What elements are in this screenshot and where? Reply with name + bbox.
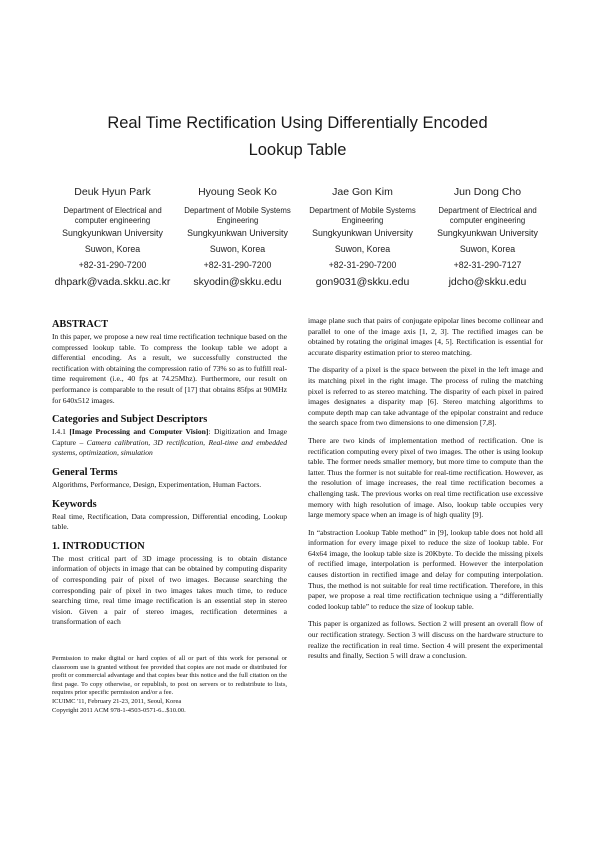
copyright-line: Copyright 2011 ACM 978-1-4503-0571-6...$10.00. bbox=[52, 706, 186, 714]
left-column bbox=[52, 318, 287, 628]
right-column bbox=[308, 316, 543, 662]
introduction-paragraph-4: In “abstraction Lookup Table method” in [9], lookup table does not hold all information for every image pixel to reduce the size of lookup table. For 64x64 image, the lookup table size is 20Kbyte. To decide the missing pixels of rectified image, interpolation is performed. However the interpolation causes distortion in rectified image and delay for computing interpolation. Thus, the method is not suitable for real time rectification. Therefore, in this paper, we propose a real time rectification technique using a “differentially coded lookup table” to reduce the size of lookup table. bbox=[308, 527, 543, 611]
categories-bold: [Image Processing and Computer Vision] bbox=[69, 427, 209, 437]
author-department: Department of Mobile Systems Engineering bbox=[184, 206, 291, 225]
author-city: Suwon, Korea bbox=[334, 244, 391, 254]
title-line-1: Real Time Rectification Using Differentially Encoded bbox=[107, 114, 488, 132]
general-terms-text: Algorithms, Performance, Design, Experimentation, Human Factors. bbox=[52, 479, 262, 489]
abstract-heading: ABSTRACT bbox=[52, 319, 109, 330]
introduction-heading: 1. INTRODUCTION bbox=[52, 540, 145, 552]
categories-text bbox=[52, 427, 287, 459]
author-4 bbox=[425, 185, 550, 289]
author-phone: +82-31-290-7200 bbox=[328, 260, 397, 270]
keywords-heading: Keywords bbox=[52, 498, 97, 510]
author-1 bbox=[50, 185, 175, 289]
author-phone: +82-31-290-7200 bbox=[203, 260, 272, 270]
author-department: Department of Mobile Systems Engineering bbox=[309, 206, 416, 225]
author-3 bbox=[300, 185, 425, 289]
title-line-2: Lookup Table bbox=[248, 141, 347, 159]
author-block bbox=[50, 185, 550, 289]
categories-heading: Categories and Subject Descriptors bbox=[52, 414, 208, 426]
paper-title bbox=[60, 110, 535, 164]
author-name: Jae Gon Kim bbox=[332, 186, 393, 198]
introduction-paragraph-5: This paper is organized as follows. Section 2 will present an overall flow of our rectification strategy. Section 3 will discuss on the hardware structure to realize the rectification in real time. Section 4 will present the experimental results and finally, Section 5 will draw a conclusion. bbox=[308, 619, 543, 661]
author-university: Sungkyunkwan University bbox=[312, 228, 413, 238]
author-university: Sungkyunkwan University bbox=[62, 228, 163, 238]
author-city: Suwon, Korea bbox=[459, 244, 516, 254]
author-email: dhpark@vada.skku.ac.kr bbox=[54, 276, 171, 288]
author-department: Department of Electrical and computer engineering bbox=[438, 206, 537, 225]
author-city: Suwon, Korea bbox=[84, 244, 141, 254]
permission-notice: Permission to make digital or hard copies of all or part of this work for personal or classroom use is granted without fee provided that copies are not made or distributed for profit or commercial advantage and that copies bear this notice and the full citation on the first page. To copy otherwise, or republish, to post on servers or to redistribute to lists, requires prior specific permission and/or a fee. bbox=[52, 655, 287, 697]
author-city: Suwon, Korea bbox=[209, 244, 266, 254]
conference-info: ICUIMC '11, February 21-23, 2011, Seoul, Korea bbox=[52, 697, 182, 705]
introduction-paragraph-1: The most critical part of 3D image processing is to obtain distance information of objects in image that can be obtained by computing disparity of corresponding pair of pixel of two images. Because searching the corresponding pair of pixel in two images takes much time, to reduce searching time, real time image rectification is an essential step in stereo vision. Given a pair of stereo images, rectification determines a transformation of each bbox=[52, 553, 287, 627]
author-email: gon9031@skku.edu bbox=[315, 276, 410, 288]
author-name: Deuk Hyun Park bbox=[74, 186, 151, 198]
author-email: jdcho@skku.edu bbox=[448, 276, 527, 288]
categories-plain: : Digitization and Image Capture – bbox=[52, 427, 287, 447]
categories-italic: Camera calibration, 3D rectification, Real-time and embedded systems, optimization, simulation bbox=[52, 437, 287, 458]
author-phone: +82-31-290-7127 bbox=[453, 260, 522, 270]
author-university: Sungkyunkwan University bbox=[187, 228, 288, 238]
introduction-paragraph-2: The disparity of a pixel is the space between the pixel in the left image and its matching pixel in the right image. The process of ruling the matching pixel is referred to as stereo matching. The disparity of each pixel in paired images designates a disparity map [6]. Stereo matching algorithms to compute depth map can take advantage of the epipolar constraint and reduce the search space from two dimensions to one dimension [7,8]. bbox=[308, 365, 543, 428]
author-name: Hyoung Seok Ko bbox=[198, 186, 277, 198]
introduction-paragraph-1-continued: image plane such that pairs of conjugate epipolar lines become collinear and parallel to one of the image axis [1, 2, 3]. The rectified images can be obtained by rotating the original images [4, 5]. Rectification is essential for accurate disparity estimation prior to stereo matching. bbox=[308, 316, 543, 357]
author-name: Jun Dong Cho bbox=[453, 186, 522, 198]
categories-code: I.4.1 bbox=[52, 427, 70, 437]
abstract-text: In this paper, we propose a new real time rectification technique based on the compressed lookup table. To compress the lookup table we adopt a differential encoding. As a result, we successfully constructed the rectification with obtaining the compression ratio of 73% so as to fulfill real-time requirement (i.e., 40 fps at 74.25Mhz). Furthermore, our result on performance is comparable to the result of [17] that obtains 85fps at 90MHz for 640x512 images. bbox=[52, 332, 287, 405]
introduction-paragraph-3: There are two kinds of implementation method of rectification. One is rectification computing every pixel of two images. The other is using lookup table. The former needs smaller memory, but more time to compute than the latter. Thus the former is not suitable for real-time rectification. However, as the resolution of image increases, the real time rectification becomes a challenging task. The previous works on real time rectification use excessive memory with high resolution of image. Also, lookup table occupies very large memory space when an image is of high quality [9]. bbox=[308, 435, 543, 520]
author-phone: +82-31-290-7200 bbox=[78, 260, 147, 270]
keywords-text: Real time, Rectification, Data compression, Differential encoding, Lookup table. bbox=[52, 511, 287, 532]
author-department: Department of Electrical and computer engineering bbox=[63, 206, 162, 225]
author-2 bbox=[175, 185, 300, 289]
author-university: Sungkyunkwan University bbox=[437, 228, 538, 238]
author-email: skyodin@skku.edu bbox=[193, 276, 282, 288]
general-terms-heading: General Terms bbox=[52, 466, 118, 478]
copyright-footnote bbox=[52, 655, 287, 715]
